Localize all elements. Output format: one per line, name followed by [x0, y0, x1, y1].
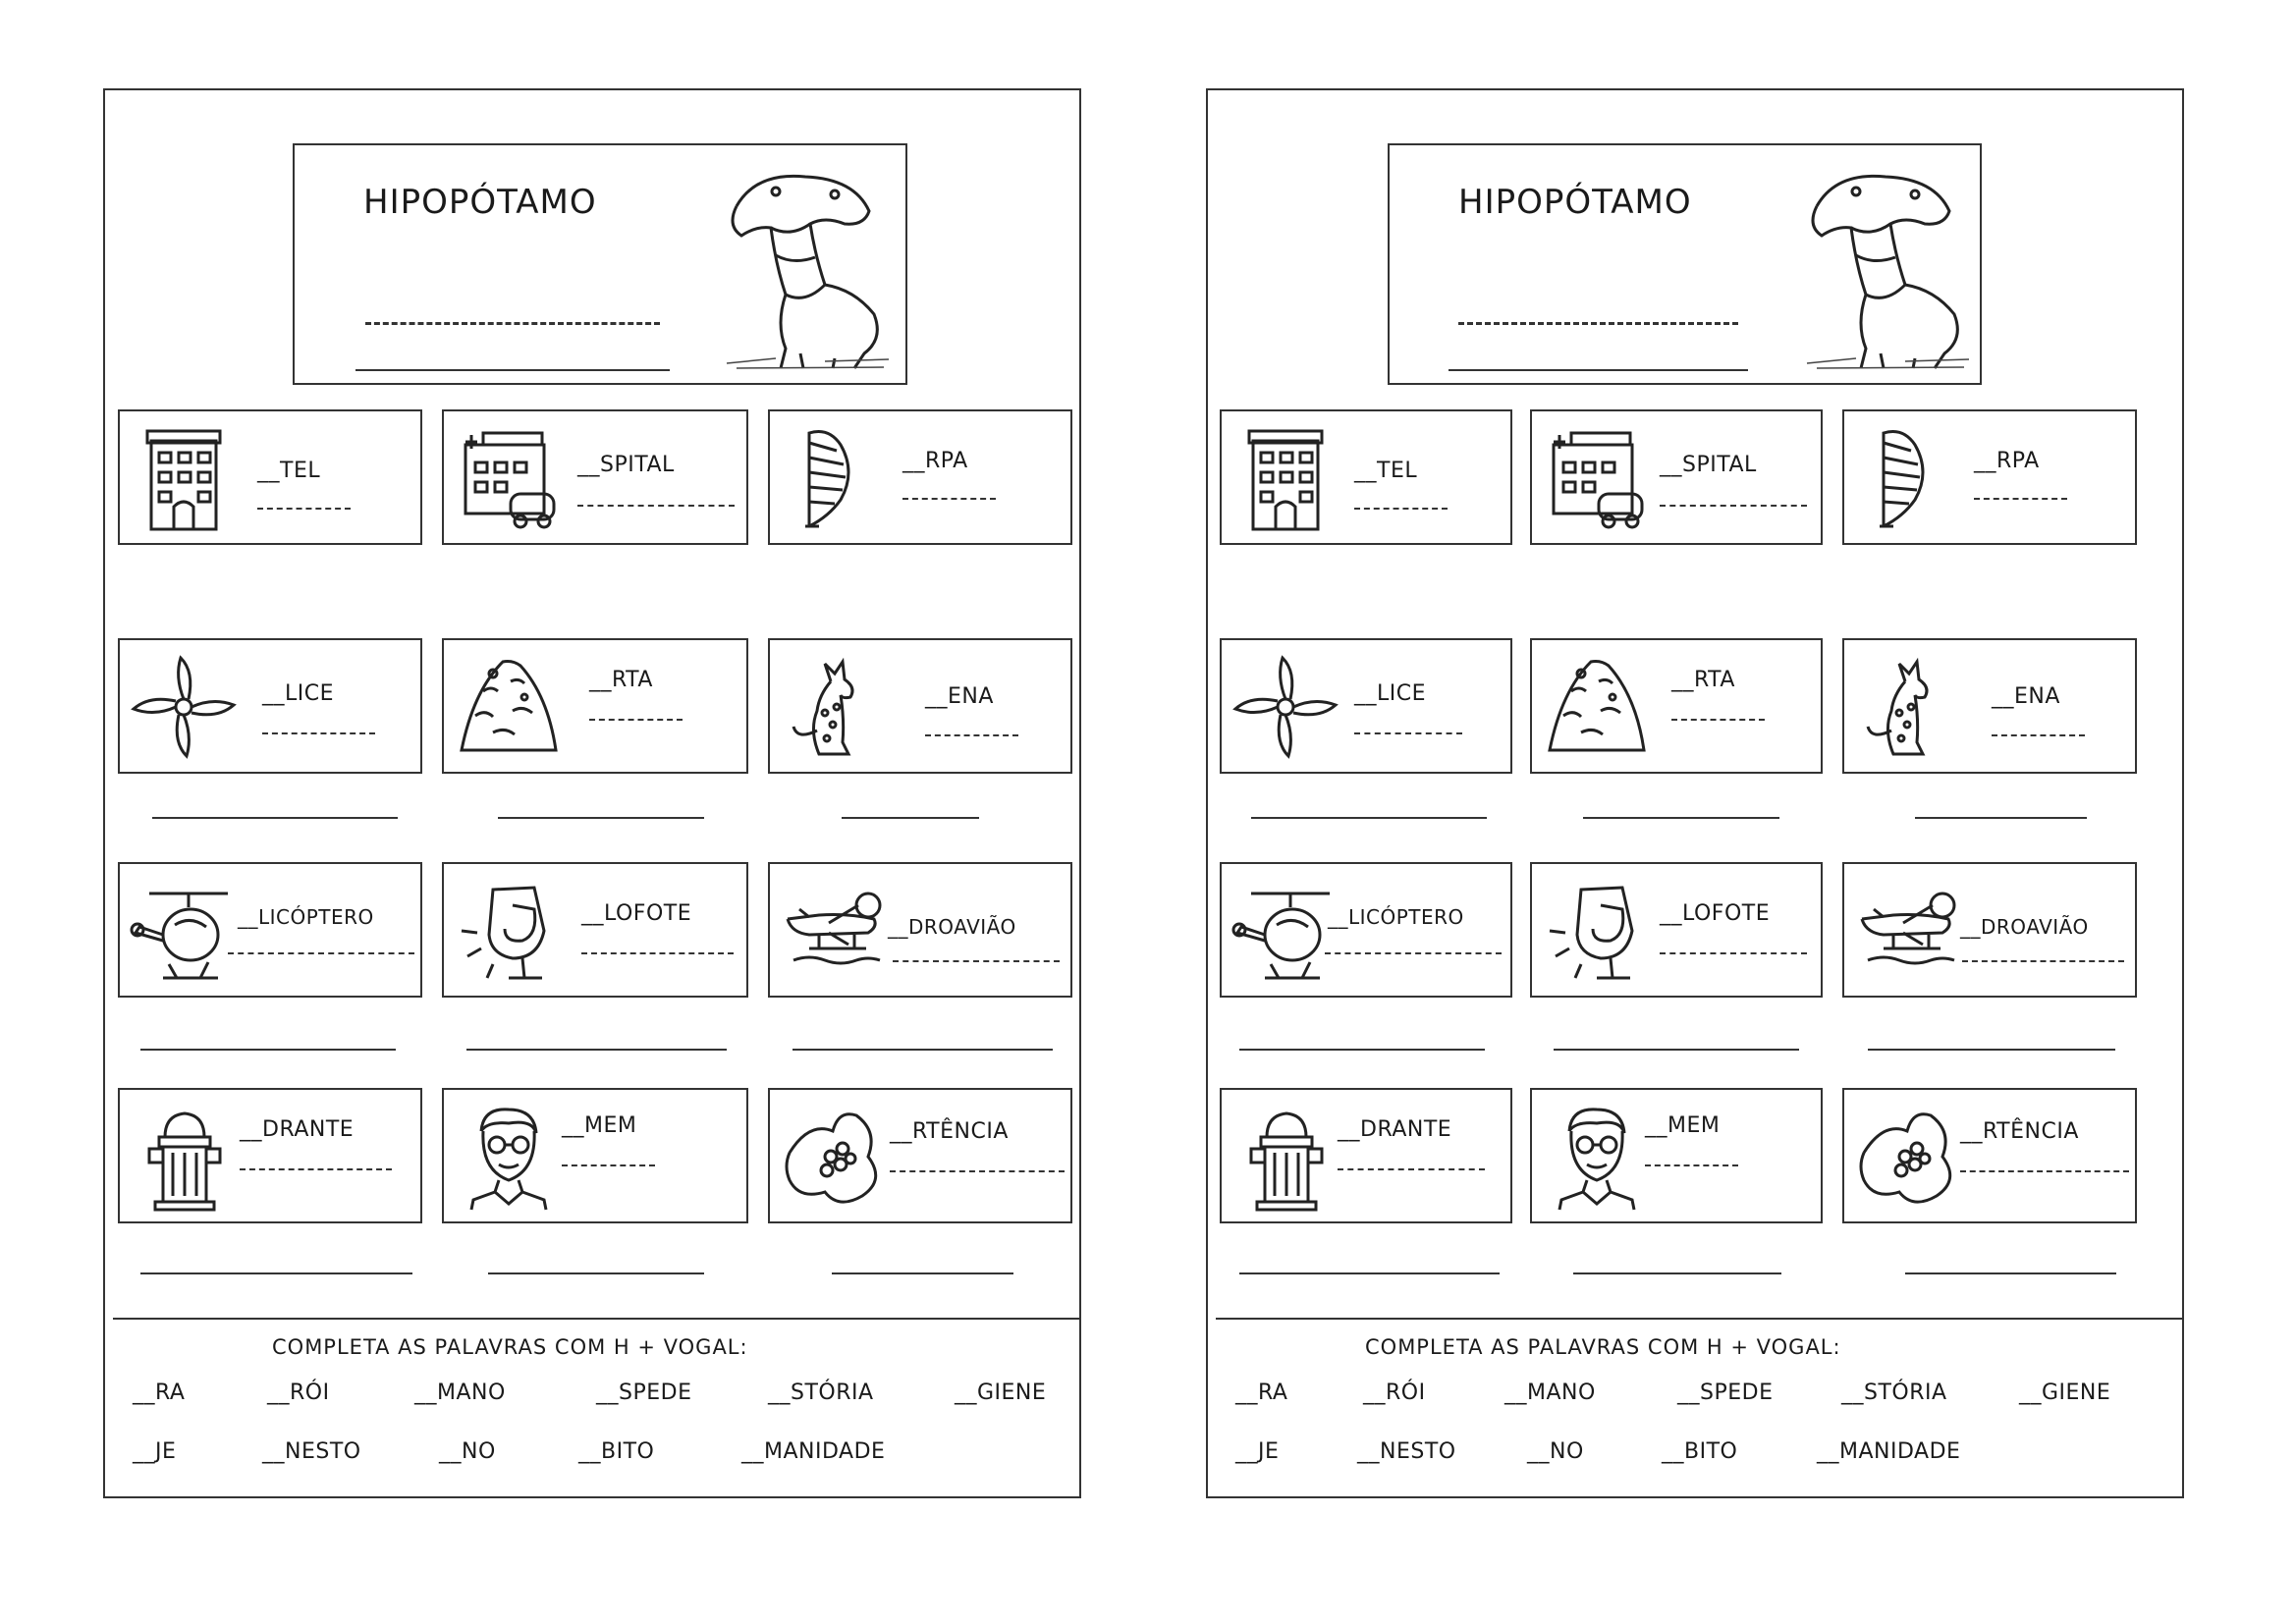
writing-line — [1554, 1049, 1799, 1051]
answer-dashes — [228, 952, 414, 954]
helicopter-icon — [130, 876, 238, 986]
word-label: __DROAVIÃO — [1960, 915, 2089, 939]
word-label: __DRANTE — [240, 1117, 355, 1142]
word-label: __RTA — [589, 668, 653, 692]
word-label: __DROAVIÃO — [888, 915, 1016, 939]
syllable-item: __JE — [133, 1439, 177, 1464]
word-label: __ENA — [925, 684, 994, 709]
hyena-icon — [1854, 652, 1962, 762]
word-card — [442, 1088, 748, 1223]
word-label: __MEM — [562, 1113, 637, 1138]
word-card — [768, 862, 1072, 998]
answer-dashes — [902, 498, 996, 500]
writing-line — [1905, 1272, 2116, 1274]
answer-dashes — [890, 1170, 1065, 1172]
writing-line — [488, 1272, 704, 1274]
hydrangea-icon — [780, 1102, 888, 1212]
syllable-item: __RA — [133, 1380, 186, 1405]
answer-dashes — [1974, 498, 2067, 500]
writing-line — [1868, 1049, 2115, 1051]
answer-dashes — [1354, 508, 1448, 510]
section-divider — [113, 1318, 1079, 1320]
word-card — [1842, 409, 2137, 545]
word-card — [1220, 638, 1512, 774]
answer-dashes — [577, 505, 735, 507]
harp-icon — [1854, 423, 1962, 533]
word-label: __MEM — [1645, 1113, 1721, 1138]
answer-dashes — [589, 719, 683, 721]
header-box — [293, 143, 907, 385]
word-card — [1530, 1088, 1823, 1223]
word-card — [442, 862, 748, 998]
answer-dashes — [1660, 505, 1807, 507]
harp-icon — [780, 423, 888, 533]
word-card — [118, 1088, 422, 1223]
hippo-icon — [1797, 167, 1974, 373]
word-label: __LICÓPTERO — [238, 905, 374, 929]
word-card — [1530, 862, 1823, 998]
syllable-item: __BITO — [578, 1439, 655, 1464]
propeller-icon — [130, 652, 238, 762]
header-write-line — [355, 369, 670, 371]
word-card — [1220, 1088, 1512, 1223]
answer-dashes — [1962, 960, 2124, 962]
answer-dashes — [925, 734, 1018, 736]
writing-line — [140, 1272, 412, 1274]
word-card — [1842, 638, 2137, 774]
word-card — [1220, 862, 1512, 998]
seaplane-icon — [780, 876, 888, 986]
word-card — [1530, 409, 1823, 545]
word-label: __LICE — [262, 681, 335, 706]
syllable-item: __MANO — [1504, 1380, 1596, 1405]
writing-line — [1239, 1049, 1485, 1051]
hydrant-icon — [130, 1102, 238, 1212]
hospital-icon — [1542, 423, 1650, 533]
spotlight-icon — [454, 876, 562, 986]
answer-dashes — [1645, 1164, 1738, 1166]
header-write-line — [1449, 369, 1748, 371]
writing-line — [498, 817, 704, 819]
hippo-icon — [717, 167, 894, 373]
syllable-item: __NO — [1527, 1439, 1584, 1464]
seaplane-icon — [1854, 876, 1962, 986]
writing-line — [466, 1049, 727, 1051]
writing-line — [1915, 817, 2087, 819]
hotel-icon — [1231, 423, 1339, 533]
syllable-item: __STÓRIA — [1841, 1380, 1947, 1405]
writing-line — [793, 1049, 1053, 1051]
propeller-icon — [1231, 652, 1339, 762]
hydrangea-icon — [1854, 1102, 1962, 1212]
writing-line — [832, 1272, 1013, 1274]
answer-dashes — [1325, 952, 1502, 954]
syllable-item: __RA — [1235, 1380, 1288, 1405]
header-title: HIPOPÓTAMO — [1458, 183, 1692, 222]
writing-line — [1251, 817, 1487, 819]
word-card — [1842, 1088, 2137, 1223]
answer-dashes — [1992, 734, 2085, 736]
header-dashed-line — [365, 322, 660, 325]
word-card — [442, 638, 748, 774]
syllable-item: __NESTO — [1357, 1439, 1456, 1464]
writing-line — [1573, 1272, 1781, 1274]
word-label: __RTA — [1671, 668, 1735, 692]
word-label: __RTÊNCIA — [1960, 1119, 2079, 1144]
syllable-item: __RÓI — [267, 1380, 330, 1405]
word-card — [1530, 638, 1823, 774]
word-label: __TEL — [257, 459, 321, 483]
instruction-text: COMPLETA AS PALAVRAS COM H + VOGAL: — [1365, 1335, 1841, 1359]
word-card — [118, 638, 422, 774]
syllable-item: __STÓRIA — [768, 1380, 874, 1405]
answer-dashes — [1338, 1168, 1485, 1170]
header-box — [1388, 143, 1982, 385]
word-card — [442, 409, 748, 545]
syllable-item: __GIENE — [955, 1380, 1047, 1405]
section-divider — [1216, 1318, 2182, 1320]
syllable-item: __SPEDE — [1677, 1380, 1774, 1405]
answer-dashes — [1354, 732, 1462, 734]
instruction-text: COMPLETA AS PALAVRAS COM H + VOGAL: — [272, 1335, 748, 1359]
syllable-item: __SPEDE — [596, 1380, 692, 1405]
cake-icon — [454, 652, 562, 762]
word-label: __ENA — [1992, 684, 2060, 709]
word-label: __RPA — [902, 449, 968, 473]
writing-line — [152, 817, 398, 819]
header-dashed-line — [1458, 322, 1738, 325]
answer-dashes — [581, 952, 734, 954]
answer-dashes — [262, 732, 375, 734]
word-card — [768, 638, 1072, 774]
writing-line — [140, 1049, 396, 1051]
word-label: __RTÊNCIA — [890, 1119, 1009, 1144]
word-label: __LICÓPTERO — [1328, 905, 1464, 929]
word-label: __DRANTE — [1338, 1117, 1452, 1142]
word-card — [118, 862, 422, 998]
word-card — [118, 409, 422, 545]
word-label: __SPITAL — [577, 453, 675, 477]
syllable-item: __RÓI — [1363, 1380, 1426, 1405]
helicopter-icon — [1231, 876, 1339, 986]
word-label: __LOFOTE — [581, 901, 692, 926]
worksheet-left — [103, 88, 1081, 1498]
syllable-item: __MANIDADE — [1817, 1439, 1961, 1464]
answer-dashes — [240, 1168, 392, 1170]
syllable-item: __GIENE — [2019, 1380, 2111, 1405]
answer-dashes — [257, 508, 351, 510]
hydrant-icon — [1231, 1102, 1339, 1212]
answer-dashes — [1671, 719, 1765, 721]
answer-dashes — [1660, 952, 1807, 954]
man-icon — [1542, 1102, 1650, 1212]
answer-dashes — [562, 1164, 655, 1166]
word-label: __LOFOTE — [1660, 901, 1771, 926]
syllable-item: __JE — [1235, 1439, 1280, 1464]
cake-icon — [1542, 652, 1650, 762]
word-card — [768, 1088, 1072, 1223]
word-card — [1842, 862, 2137, 998]
spotlight-icon — [1542, 876, 1650, 986]
word-label: __SPITAL — [1660, 453, 1757, 477]
hospital-icon — [454, 423, 562, 533]
syllable-item: __NO — [439, 1439, 496, 1464]
header-title: HIPOPÓTAMO — [363, 183, 597, 222]
worksheet-right — [1206, 88, 2184, 1498]
writing-line — [842, 817, 979, 819]
man-icon — [454, 1102, 562, 1212]
hotel-icon — [130, 423, 238, 533]
writing-line — [1239, 1272, 1500, 1274]
syllable-item: __NESTO — [262, 1439, 361, 1464]
word-label: __RPA — [1974, 449, 2040, 473]
answer-dashes — [1960, 1170, 2129, 1172]
syllable-item: __BITO — [1662, 1439, 1738, 1464]
hyena-icon — [780, 652, 888, 762]
word-card — [1220, 409, 1512, 545]
word-label: __TEL — [1354, 459, 1418, 483]
word-card — [768, 409, 1072, 545]
syllable-item: __MANO — [414, 1380, 506, 1405]
writing-line — [1583, 817, 1779, 819]
answer-dashes — [893, 960, 1060, 962]
word-label: __LICE — [1354, 681, 1427, 706]
syllable-item: __MANIDADE — [741, 1439, 886, 1464]
